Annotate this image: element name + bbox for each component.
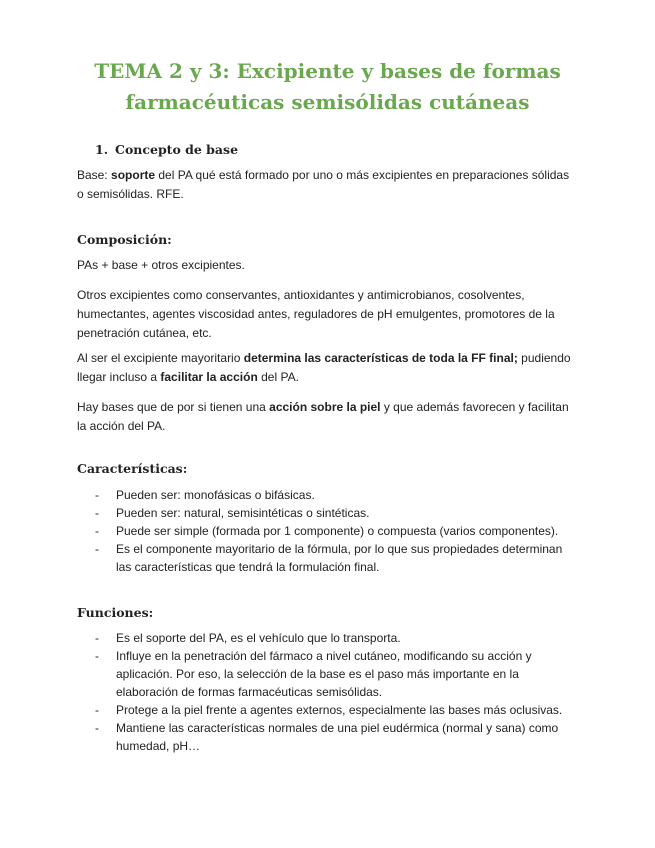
section-heading-concepto	[95, 142, 238, 157]
list-item	[77, 719, 577, 755]
list-item-text: Influye en la penetración del fármaco a nivel cutáneo, modificando su acción y aplicación. Por eso, la selección de la base es el paso más importante en la elaboración de formas farmacéuticas semisólidas.	[116, 649, 532, 699]
bullet-dash: -	[95, 703, 99, 717]
list-item	[77, 701, 577, 719]
list-item-text: Pueden ser: monofásicas o bifásicas.	[116, 488, 315, 502]
list-item-text: Pueden ser: natural, semisintéticas o sintéticas.	[116, 506, 370, 520]
composicion-p2: Otros excipientes como conservantes, antioxidantes y antimicrobianos, cosolventes, humectantes, agentes viscosidad antes, reguladores de pH emulgentes, promotores de la penetración cutánea, etc.	[77, 288, 555, 340]
composicion-p4	[77, 398, 577, 436]
title-line-2: farmacéuticas semisólidas cutáneas	[125, 90, 530, 114]
list-item	[77, 647, 577, 701]
document-title	[0, 56, 655, 118]
p3-b: determina las características de toda la FF final;	[243, 351, 518, 365]
bullet-dash: -	[95, 506, 99, 520]
p4-a: Hay bases que de por si tienen una	[77, 400, 270, 414]
heading-funciones: Funciones:	[77, 605, 154, 620]
p4-c: y que además favorecen y facilitan la acción del PA.	[77, 400, 569, 433]
list-item	[77, 504, 577, 522]
p3-e: del PA.	[257, 370, 299, 384]
list-item	[77, 522, 577, 540]
def-rest: del PA qué está formado por uno o más excipientes en preparaciones sólidas o semisólidas. RFE.	[77, 168, 570, 201]
section-number: 1.	[95, 142, 109, 157]
list-item	[77, 540, 577, 576]
composicion-p3	[77, 349, 577, 387]
base-definition	[77, 166, 577, 204]
caracteristicas-list	[77, 486, 577, 576]
funciones-list	[77, 629, 577, 755]
p3-a: Al ser el excipiente mayoritario	[77, 351, 244, 365]
bullet-dash: -	[95, 488, 99, 502]
title-line-1: TEMA 2 y 3: Excipiente y bases de formas	[94, 59, 561, 83]
list-item	[77, 486, 577, 504]
heading-caracteristicas: Características:	[77, 461, 188, 476]
def-bold: soporte	[111, 168, 156, 182]
p3-d: facilitar la acción	[160, 370, 258, 384]
list-item-text: Puede ser simple (formada por 1 componente) o compuesta (varios componentes).	[116, 524, 559, 538]
list-item-text: Es el componente mayoritario de la fórmula, por lo que sus propiedades determinan las características que tendrá la formulación final.	[116, 542, 563, 574]
list-item-text: Protege a la piel frente a agentes externos, especialmente las bases más oclusivas.	[116, 703, 563, 717]
list-item-text: Mantiene las características normales de una piel eudérmica (normal y sana) como humedad, pH…	[116, 721, 559, 753]
heading-composicion: Composición:	[77, 232, 172, 247]
bullet-dash: -	[95, 649, 99, 663]
bullet-dash: -	[95, 721, 99, 735]
p3-c: pudiendo llegar incluso a	[77, 351, 571, 384]
p4-b: acción sobre la piel	[269, 400, 381, 414]
list-item-text: Es el soporte del PA, es el vehículo que lo transporta.	[116, 631, 401, 645]
bullet-dash: -	[95, 542, 99, 556]
bullet-dash: -	[95, 631, 99, 645]
def-label: Base:	[77, 168, 112, 182]
section-heading-text: Concepto de base	[115, 142, 239, 157]
composicion-p1: PAs + base + otros excipientes.	[77, 258, 245, 272]
list-item	[77, 629, 577, 647]
bullet-dash: -	[95, 524, 99, 538]
